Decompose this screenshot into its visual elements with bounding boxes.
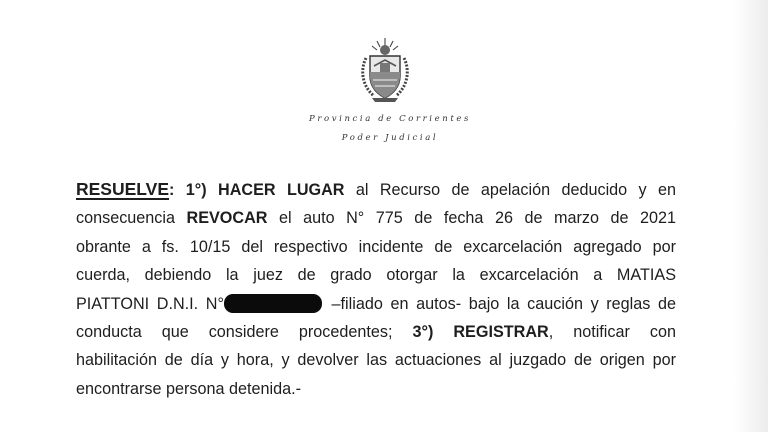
text-line (76, 261, 676, 289)
header-institution: Poder Judicial (341, 133, 439, 143)
text-segment: conducta que considere procedentes; (76, 323, 413, 342)
text-line (76, 175, 676, 204)
text-segment: habilitación de día y hora, y devolver las actuaciones al juzgado de origen por (76, 351, 676, 370)
text-segment: –filiado en autos- bajo la caución y reglas de (323, 294, 676, 313)
text-line (76, 318, 676, 346)
text-segment: encontrarse persona detenida.- (76, 379, 301, 398)
bold-text: 1°) HACER LUGAR (185, 181, 345, 199)
text-segment: cuerda, debiendo la juez de grado otorgar la excarcelación a MATIAS (76, 266, 676, 285)
text-line (76, 290, 676, 318)
text-segment: el auto N° 775 de fecha 26 de marzo de 2021 (267, 209, 676, 228)
bold-text: REVOCAR (186, 209, 268, 228)
text-segment: al Recurso de apelación deducido y en (344, 181, 677, 199)
text-segment: , notificar con (548, 323, 676, 342)
text-segment: consecuencia (76, 209, 187, 228)
text-segment: PIATTONI D.N.I. N° (76, 294, 224, 313)
coat-of-arms-icon (358, 36, 412, 104)
text-segment: obrante a fs. 10/15 del respectivo incidente de excarcelación agregado por (76, 237, 676, 256)
resolution-text (76, 175, 676, 403)
bold-text: : (169, 181, 186, 199)
redaction-bar (224, 294, 322, 313)
resolution-heading: RESUELVE (76, 179, 170, 199)
page-edge-shadow (734, 0, 768, 432)
text-line (76, 346, 676, 374)
text-line (76, 375, 676, 403)
text-line (76, 204, 676, 232)
bold-text: 3°) REGISTRAR (412, 323, 549, 342)
text-line (76, 233, 676, 261)
header-province: Provincia de Corrientes (309, 114, 471, 124)
